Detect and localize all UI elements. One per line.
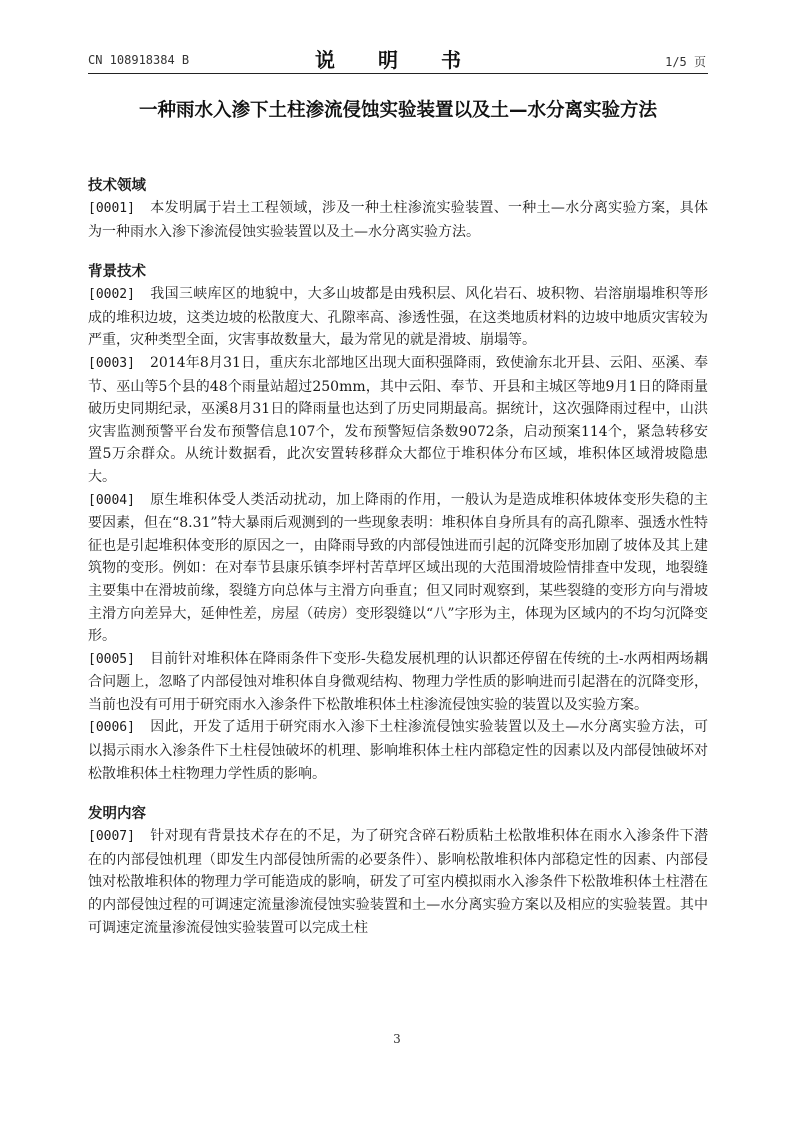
document-title-text: 一种雨水入渗下土柱渗流侵蚀实验装置以及土—水分离实验方法 (138, 100, 657, 121)
paragraph-number: [0001] (88, 201, 135, 216)
paragraph-text: 针对现有背景技术存在的不足，为了研究含碎石粉质粘土松散堆积体在雨水入渗条件下潜在的内部侵蚀机理（即发生内部侵蚀所需的必要条件）、影响松散堆积体内部稳定性的因素、内部侵蚀对松散堆积体的物理力学可能造成的影响，研发了可室内模拟雨水入渗条件下松散堆积体土柱潜在的内部侵蚀过程的可调速定流量渗流侵蚀实验装置和土—水分离实验方案以及相应的实验装置。其中可调速定流量渗流侵蚀实验装置可以完成土柱 (88, 828, 708, 936)
paragraph (88, 197, 708, 243)
paragraph-text: 目前针对堆积体在降雨条件下变形-失稳发展机理的认识都还停留在传统的土-水两相两场耦合问题上，忽略了内部侵蚀对堆积体自身微观结构、物理力学性质的影响进而引起潜在的沉降变形，当前也没有可用于研究雨水入渗条件下松散堆积体土柱渗流侵蚀实验的装置以及实验方案。 (88, 650, 708, 713)
section-background (88, 261, 708, 785)
paragraph-text: 2014年8月31日，重庆东北部地区出现大面积强降雨，致使渝东北开县、云阳、巫溪、奉节、巫山等5个县的48个雨量站超过250mm，其中云阳、奉节、开县和主城区等地9月1日的降雨量破历史同期纪录，巫溪8月31日的降雨量也达到了历史同期最高。据统计，这次强降雨过程中，山洪灾害监测预警平台发布预警信息107个，发布预警短信条数9072条，启动预案114个，紧急转移安置5万余群众。从统计数据看，此次安置转移群众大都位于堆积体分布区域，堆积体区域滑坡隐患大。 (88, 354, 708, 485)
document-body (88, 175, 708, 939)
paragraph (88, 648, 708, 717)
header-divider (88, 73, 708, 74)
paragraph (88, 283, 708, 352)
section-heading: 发明内容 (88, 806, 146, 823)
paragraph-number: [0005] (88, 651, 135, 667)
page-indicator: 1/5 页 (665, 55, 706, 69)
paragraph-text: 原生堆积体受人类活动扰动，加上降雨的作用，一般认为是造成堆积体坡体变形失稳的主要因素，但在“8.31”特大暴雨后观测到的一些现象表明：堆积体自身所具有的高孔隙率、强透水性特征也是引起堆积体变形的原因之一，由降雨导致的内部侵蚀进而引起的沉降变形加剧了坡体及其上建筑物的变形。例如：在对奉节县康乐镇李坪村苦草坪区域出现的大范围滑坡险情排查中发现，地裂缝主要集中在滑坡前缘，裂缝方向总体与主滑方向垂直；但又同时观察到，某些裂缝的变形方向与滑坡主滑方向差异大，延伸性差，房屋（砖房）变形裂缝以“八”字形为主，体现为区域内的不均匀沉降变形。 (88, 491, 708, 645)
paragraph-number: [0007] (88, 829, 135, 845)
document-title (88, 97, 708, 124)
paragraph-number: [0006] (88, 720, 135, 736)
document-type-title: 说 明 书 (315, 48, 479, 72)
paragraph-text: 本发明属于岩土工程领域，涉及一种土柱渗流实验装置、一种土—水分离实验方案，具体为一种雨水入渗下渗流侵蚀实验装置以及土—水分离实验方法。 (88, 200, 708, 240)
paragraph-text: 因此，开发了适用于研究雨水入渗下土柱渗流侵蚀实验装置以及土—水分离实验方法，可以揭示雨水入渗条件下土柱侵蚀破坏的机理、影响堆积体土柱内部稳定性的因素以及内部侵蚀破坏对松散堆积体土柱物理力学性质的影响。 (88, 719, 708, 782)
section-summary (88, 803, 708, 939)
paragraph-number: [0002] (88, 287, 135, 303)
section-heading: 技术领域 (88, 178, 146, 194)
paragraph (88, 825, 708, 939)
paragraph-text: 我国三峡库区的地貌中，大多山坡都是由残积层、风化岩石、坡积物、岩溶崩塌堆积等形成的堆积边坡，这类边坡的松散度大、孔隙率高、渗透性强，在这类地质材料的边坡中地质灾害较为严重，灾种类型全面，灾害事故数量大，最为常见的就是滑坡、崩塌等。 (88, 286, 708, 349)
paragraph (88, 352, 708, 489)
page-number: 3 (393, 1032, 401, 1046)
patent-number: CN 108918384 B (88, 53, 190, 67)
section-technical-field (88, 175, 708, 243)
paragraph (88, 716, 708, 785)
paragraph (88, 489, 708, 648)
paragraph-number: [0003] (88, 355, 135, 371)
section-heading: 背景技术 (88, 264, 146, 281)
paragraph-number: [0004] (88, 492, 135, 508)
